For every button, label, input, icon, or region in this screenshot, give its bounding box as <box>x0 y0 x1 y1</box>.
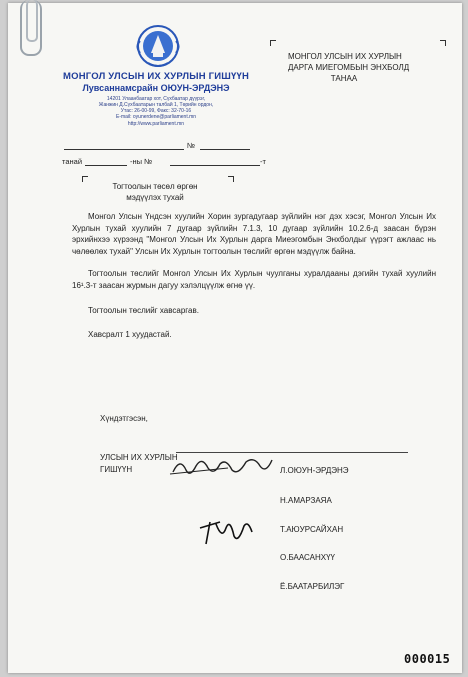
body-paragraph-1: Монгол Улсын Үндсэн хуулийн Хорин зургадугаар зүйлийн нэг дэх хэсэг, Монгол Улсын Их Хурлын тухай хуулийн 7 дугаар зүйлийн 7.1.3, 10 дугаар зүйлийн 10.2.6-д заасан бүрэн эрхийнхээ хүрээнд "Монгол Улсын Их Хурлын дарга Миеэгомбын Энхболдыг үүрэгт ажлаас нь чөлөөлөх тухай" Улсын Их Хурлын тогтоолын төслийг өргөн мэдүүлж байна. <box>72 212 436 256</box>
bracket-top-left <box>270 40 276 46</box>
recipient-line-1: МОНГОЛ УЛСЫН ИХ ХУРЛЫН <box>288 52 402 61</box>
number-label: № <box>187 141 196 150</box>
recipient-line-2: ДАРГА МИЕГОМБЫН ЭНХБОЛД <box>288 63 410 72</box>
letterhead-phone: Утас: 26-00-99, Факс: 32-70-16 <box>120 108 192 114</box>
document-number: 000015 <box>404 652 451 666</box>
number-underline <box>200 149 250 150</box>
signatory-name-5: Ё.БААТАРБИЛЭГ <box>280 582 345 591</box>
closing-text: Хүндэтгэсэн, <box>100 414 148 423</box>
letterhead-org: МОНГОЛ УЛСЫН ИХ ХУРЛЫН ГИШҮҮН <box>63 71 249 82</box>
subject-line-2: мэдүүлэх тухай <box>126 193 184 202</box>
ny-underline <box>170 165 260 166</box>
subject-bracket-right <box>228 176 234 182</box>
bracket-top-right <box>440 40 446 46</box>
subject-bracket-left <box>82 176 88 182</box>
letterhead-email: E-mail: oyunerdene@parliament.mn <box>115 114 197 120</box>
state-emblem-icon <box>131 23 185 69</box>
subject-line-1: Тогтоолын төсөл өргөн <box>112 182 198 191</box>
signatory-name-1: Л.ОЮУН-ЭРДЭНЭ <box>280 466 349 475</box>
signature-mark-2 <box>196 514 256 550</box>
recipient-block <box>288 51 430 84</box>
letterhead-address-2: Жанжин Д.Сүхбаатарын талбай 1, Төрийн ордон, <box>98 102 214 108</box>
letterhead-address-1: 14201 Улаанбаатар хот, Сүхбаатар дүүрэг, <box>106 96 206 102</box>
signatory-name-2: Н.АМАРЗАЯА <box>280 496 332 505</box>
tanai-underline <box>85 165 127 166</box>
body-paragraph-2: Тогтоолын төслийг Монгол Улсын Их Хурлын чуулганы хуралдааны дэгийн тухай хуулийн 16¹.3-т заасан журмын дагуу хэлэлцүүлж өгнө үү. <box>72 269 436 290</box>
tanai-label: танай <box>62 157 83 166</box>
date-underline <box>64 149 184 150</box>
ny-number-label: -ны № <box>130 157 153 166</box>
t-label: -т <box>260 157 266 166</box>
body-paragraph-3: Тогтоолын төслийг хавсаргав. <box>88 306 199 315</box>
letterhead-web: http://www.parliament.mn <box>127 121 185 127</box>
signatory-name-3: Т.АЮУРСАЙХАН <box>280 525 344 534</box>
recipient-line-3: ТАНАА <box>330 74 358 83</box>
signatory-title-2: ГИШҮҮН <box>100 465 133 474</box>
paper-clip-inner <box>26 0 38 42</box>
body-paragraph-4: Хавсралт 1 хуудастай. <box>88 330 172 339</box>
signatory-title-1: УЛСЫН ИХ ХУРЛЫН <box>100 453 178 462</box>
letterhead-name: Лувсаннамсрайн ОЮУН-ЭРДЭНЭ <box>82 83 230 93</box>
signature-mark-1 <box>168 452 278 482</box>
signatory-name-4: О.БААСАНХҮҮ <box>280 553 335 562</box>
